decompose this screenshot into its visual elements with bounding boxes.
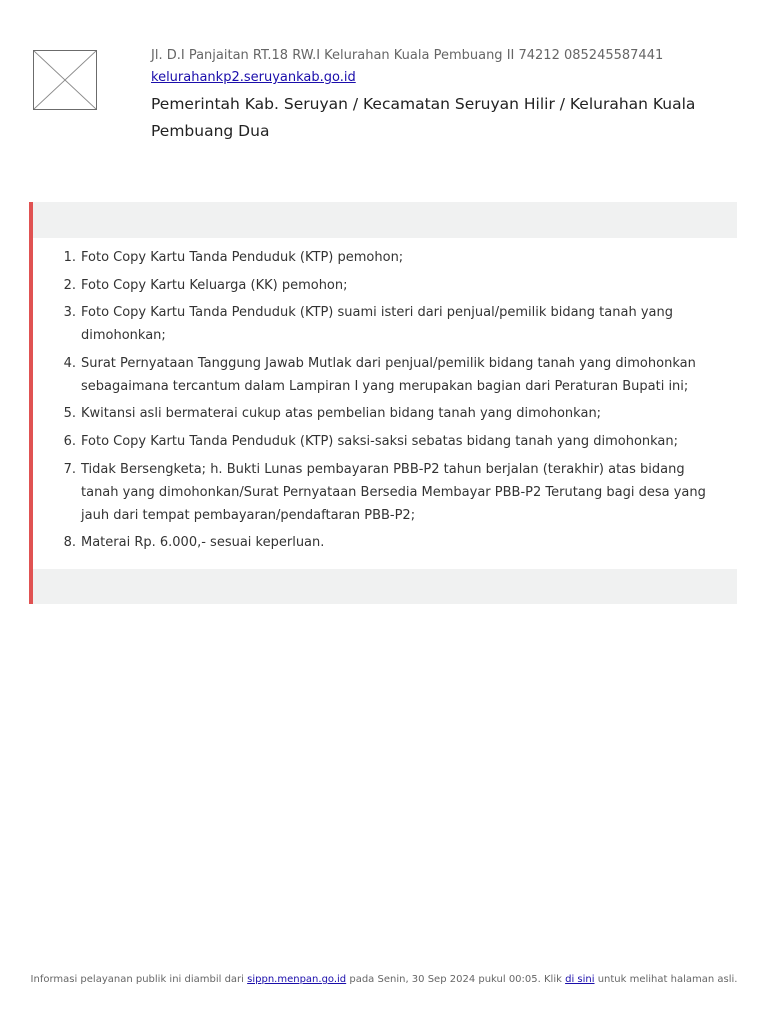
organization-title: Pemerintah Kab. Seruyan / Kecamatan Seruyan Hilir / Kelurahan Kuala Pembuang Dua: [151, 95, 696, 140]
panel-footer: [33, 569, 737, 604]
list-item-text: Surat Pernyataan Tanggung Jawab Mutlak dari penjual/pemilik bidang tanah yang dimohonkan sebagaimana tercantum dalam Lampiran I yang merupakan bagian dari Peraturan Bupati ini;: [81, 355, 696, 394]
source-note-suffix: untuk melihat halaman asli.: [597, 974, 738, 985]
list-item-number: 2.: [63, 277, 76, 293]
list-item-number: 4.: [63, 355, 76, 371]
list-item: [57, 274, 717, 297]
list-item: [57, 531, 717, 554]
website-link[interactable]: kelurahankp2.seruyankab.go.id: [151, 70, 356, 85]
list-item-number: 6.: [63, 433, 76, 449]
panel-header: [33, 202, 737, 238]
list-item: [57, 458, 717, 527]
list-item: [57, 402, 717, 425]
list-item-number: 8.: [63, 535, 76, 551]
source-note-middle: pada Senin, 30 Sep 2024 pukul 00:05. Klik: [349, 974, 562, 985]
list-item-text: Tidak Bersengketa; h. Bukti Lunas pembayaran PBB-P2 tahun berjalan (terakhir) atas bidang tanah yang dimohonkan/Surat Pernyataan Bersedia Membayar PBB-P2 Terutang bagi desa yang jauh dari tempat pembayaran/pendaftaran PBB-P2;: [81, 461, 706, 523]
list-item: [57, 301, 717, 347]
address-text: Jl. D.I Panjaitan RT.18 RW.I Kelurahan Kuala Pembuang II 74212 085245587441: [151, 48, 664, 63]
source-note-prefix: Informasi pelayanan publik ini diambil dari: [30, 974, 244, 985]
original-page-link[interactable]: di sini: [565, 974, 595, 985]
list-item-number: 5.: [63, 406, 76, 422]
requirements-list: [57, 246, 717, 559]
list-item-text: Foto Copy Kartu Keluarga (KK) pemohon;: [81, 277, 348, 293]
source-link[interactable]: sippn.menpan.go.id: [247, 974, 347, 985]
list-item-number: 3.: [63, 305, 76, 321]
list-item: [57, 352, 717, 398]
list-item-text: Kwitansi asli bermaterai cukup atas pembelian bidang tanah yang dimohonkan;: [81, 406, 602, 422]
list-item-text: Materai Rp. 6.000,- sesuai keperluan.: [81, 535, 325, 551]
list-item: [57, 430, 717, 453]
list-item-text: Foto Copy Kartu Tanda Penduduk (KTP) pemohon;: [81, 250, 404, 265]
header: [151, 47, 741, 145]
list-item: [57, 246, 717, 269]
requirements-panel: [29, 202, 737, 604]
source-note: [0, 973, 768, 987]
list-item-number: 1.: [63, 250, 76, 265]
broken-image-icon: [33, 50, 97, 110]
list-item-text: Foto Copy Kartu Tanda Penduduk (KTP) suami isteri dari penjual/pemilik bidang tanah yang dimohonkan;: [81, 305, 673, 344]
list-item-text: Foto Copy Kartu Tanda Penduduk (KTP) saksi-saksi sebatas bidang tanah yang dimohonkan;: [81, 433, 679, 449]
list-item-number: 7.: [63, 461, 76, 477]
